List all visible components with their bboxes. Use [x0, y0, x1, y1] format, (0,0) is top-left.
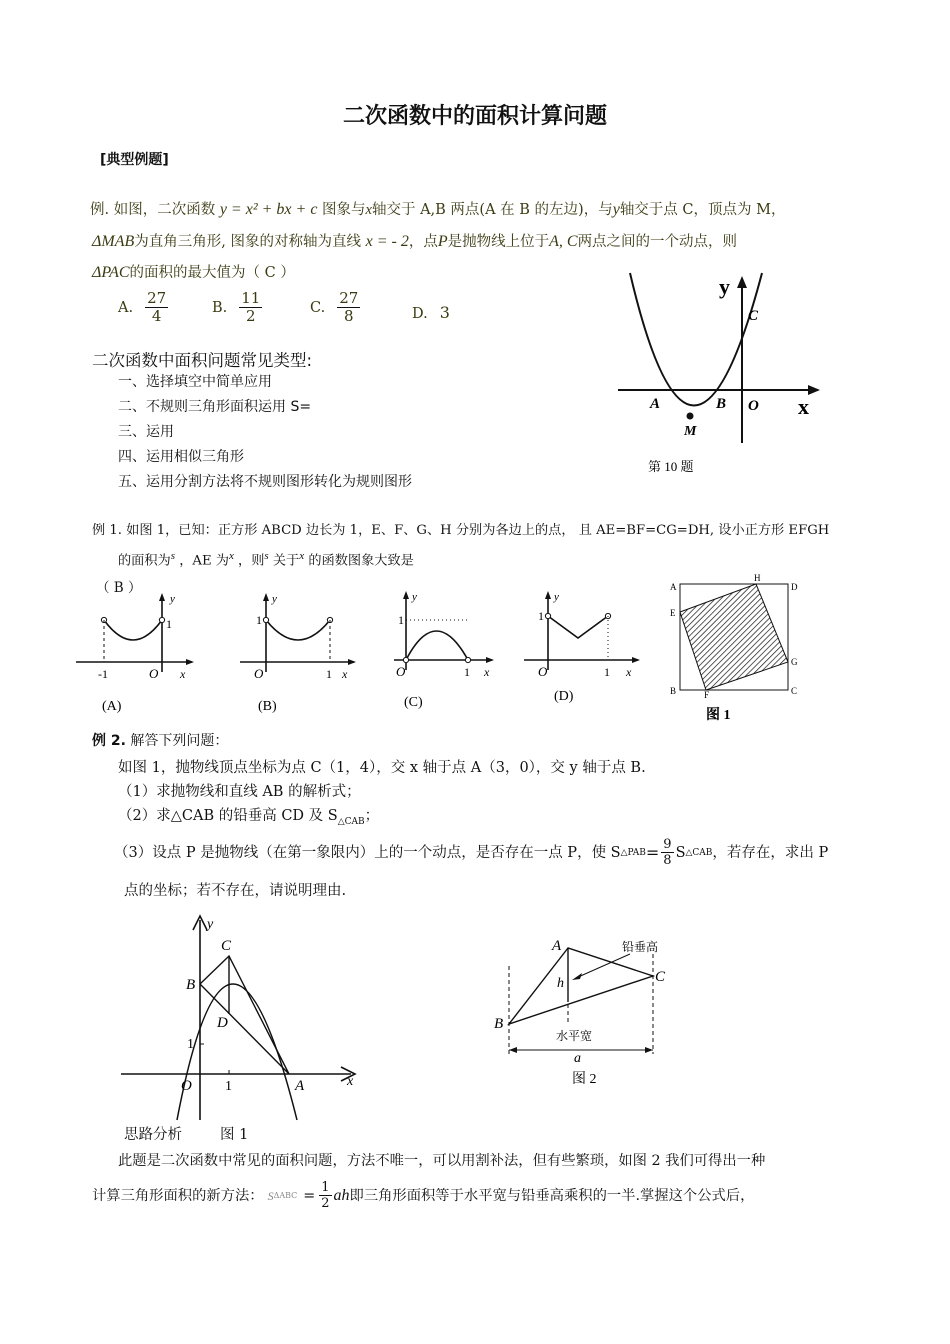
svg-text:-1: -1 — [98, 667, 108, 681]
example2-q2: （2）求△CAB 的铅垂高 CD 及 $S_{\triangle CAB}$； — [118, 808, 380, 827]
svg-text:1: 1 — [326, 667, 332, 681]
svg-text:C: C — [655, 969, 666, 985]
graph-c — [390, 586, 515, 716]
svg-text:x: x — [626, 665, 632, 679]
svg-text:E: E — [670, 608, 676, 618]
svg-text:x: x — [180, 667, 186, 681]
svg-text:A: A — [552, 938, 562, 954]
svg-text:C: C — [791, 686, 798, 696]
svg-text:A: A — [650, 396, 661, 412]
example2-line1: 如图 1，抛物线顶点坐标为点 C（1，4），交 x 轴于点 A（3，0），交 y 轴于点 B. — [118, 760, 646, 776]
option-d: D. 3 — [412, 303, 450, 322]
svg-text:y: y — [412, 591, 417, 603]
vertex-point — [687, 413, 694, 420]
svg-text:1: 1 — [464, 665, 470, 679]
svg-text:1: 1 — [256, 613, 262, 627]
svg-text:1: 1 — [187, 1037, 194, 1052]
svg-text:B: B — [670, 686, 677, 696]
types-item: 二、不规则三角形面积运用 S= — [118, 399, 312, 415]
example2-q3-line2: 点的坐标；若不存在，请说明理由. — [124, 883, 347, 899]
svg-text:1: 1 — [604, 665, 610, 679]
svg-text:B: B — [494, 1016, 504, 1032]
svg-text:O: O — [149, 666, 159, 681]
svg-text:O: O — [181, 1078, 192, 1094]
graph-a — [74, 590, 199, 720]
example2-q1: （1）求抛物线和直线 AB 的解析式； — [118, 784, 361, 800]
example2-figure2 — [490, 932, 690, 1092]
svg-text:H: H — [754, 573, 761, 583]
svg-text:(B): (B) — [258, 699, 277, 714]
svg-text:x: x — [347, 1074, 354, 1089]
square-figure — [668, 572, 803, 727]
svg-text:y: y — [170, 593, 175, 605]
svg-text:第 10 题: 第 10 题 — [648, 459, 694, 474]
example0-line2: ΔMAB为直角三角形, 图象的对称轴为直线 x = - 2，点P是抛物线上位于A, C两点之间的一个动点，则 — [92, 233, 738, 250]
example2-q3: （3）设点 P 是抛物线（在第一象限内）上的一个动点，是否存在一点 P，使 S △PAB = $\frac{9}{8}$ S △CAB ，若存在，求出 P — [114, 837, 829, 868]
svg-text:(D): (D) — [554, 689, 574, 704]
svg-text:O: O — [254, 666, 264, 681]
option-b: B. $\frac{11}{2}$ — [212, 289, 261, 325]
svg-text:B: B — [716, 396, 727, 412]
svg-text:F: F — [704, 690, 710, 700]
types-item: 一、选择填空中简单应用 — [118, 374, 272, 390]
svg-text:O: O — [538, 664, 548, 679]
svg-text:1: 1 — [166, 617, 172, 631]
section-heading: [典型例题] — [100, 152, 169, 168]
svg-text:x: x — [484, 665, 490, 679]
svg-text:B: B — [186, 977, 196, 993]
example1-answer: （ B ） — [96, 580, 142, 596]
option-c: C. $\frac{27}{8}$ — [310, 289, 359, 325]
types-item: 三、运用 — [118, 424, 174, 440]
svg-text:(C): (C) — [404, 695, 423, 710]
types-item: 四、运用相似三角形 — [118, 449, 244, 465]
svg-text:G: G — [791, 657, 798, 667]
fig1-caption: 图 1 — [220, 1127, 249, 1143]
graph-d — [520, 586, 645, 716]
svg-text:1: 1 — [225, 1079, 232, 1094]
svg-text:O: O — [396, 664, 406, 679]
svg-text:A: A — [670, 582, 677, 592]
svg-text:水平宽: 水平宽 — [556, 1029, 593, 1043]
option-a: A. $\frac{27}{4}$ — [118, 289, 167, 325]
example0-line1: 例. 如图，二次函数 y = x² + bx + c 图象与x轴交于 A,B 两点(A 在 B 的左边)，与y轴交于点 C，顶点为 M， — [90, 201, 786, 218]
types-item: 五、运用分割方法将不规则图形转化为规则图形 — [118, 474, 412, 490]
svg-text:M: M — [684, 424, 697, 439]
svg-text:A: A — [295, 1078, 305, 1094]
svg-text:y: y — [719, 274, 730, 299]
svg-text:1: 1 — [398, 613, 404, 627]
parabola-figure — [610, 268, 840, 478]
equation: y = x² + bx + c — [219, 201, 318, 218]
svg-text:h: h — [557, 976, 564, 991]
svg-text:C: C — [748, 308, 759, 324]
graph-b — [236, 590, 361, 720]
svg-text:铅垂高: 铅垂高 — [622, 940, 659, 954]
svg-text:y: y — [272, 593, 277, 605]
example1-line1: 例 1. 如图 1，已知：正方形 ABCD 边长为 1，E、F、G、H 分别为各边上的点， 且 AE=BF=CG=DH, 设小正方形 EFGH — [92, 523, 830, 538]
svg-text:D: D — [217, 1015, 228, 1031]
inner-square — [680, 584, 788, 690]
example2-figure1 — [115, 910, 370, 1125]
svg-text:O: O — [748, 398, 759, 414]
analysis-para1: 此题是二次函数中常见的面积问题，方法不唯一，可以用割补法，但有些繁琐，如图 2 我们可得出一种 — [118, 1153, 766, 1169]
svg-text:(A): (A) — [102, 699, 122, 714]
svg-text:x: x — [342, 667, 348, 681]
example0-line3: ΔPAC的面积的最大值为（ C ） — [92, 264, 295, 281]
types-heading: 二次函数中面积问题常见类型: — [92, 351, 313, 370]
svg-text:a: a — [574, 1051, 581, 1066]
svg-text:图 1: 图 1 — [706, 708, 731, 723]
example2-heading: 例 2. 解答下列问题： — [92, 733, 229, 749]
svg-text:图 2: 图 2 — [572, 1072, 597, 1087]
svg-text:C: C — [221, 938, 232, 954]
analysis-label: 思路分析 — [124, 1127, 182, 1143]
svg-text:D: D — [791, 582, 798, 592]
svg-text:x: x — [798, 394, 809, 419]
svg-text:1: 1 — [538, 609, 544, 623]
page-title: 二次函数中的面积计算问题 — [342, 104, 607, 129]
svg-text:y: y — [207, 917, 214, 932]
svg-text:y: y — [554, 591, 559, 603]
analysis-para2: 计算三角形面积的新方法： S ΔABC = $\frac{1}{2}$ ah 即三角形面积等于水平宽与铅垂高乘积的一半.掌握这个公式后， — [92, 1180, 755, 1211]
example1-line2: 的面积为$^s$ ，AE 为$^x$ ，则$^s$ 关于$^x$ 的函数图象大致是 — [118, 550, 414, 569]
